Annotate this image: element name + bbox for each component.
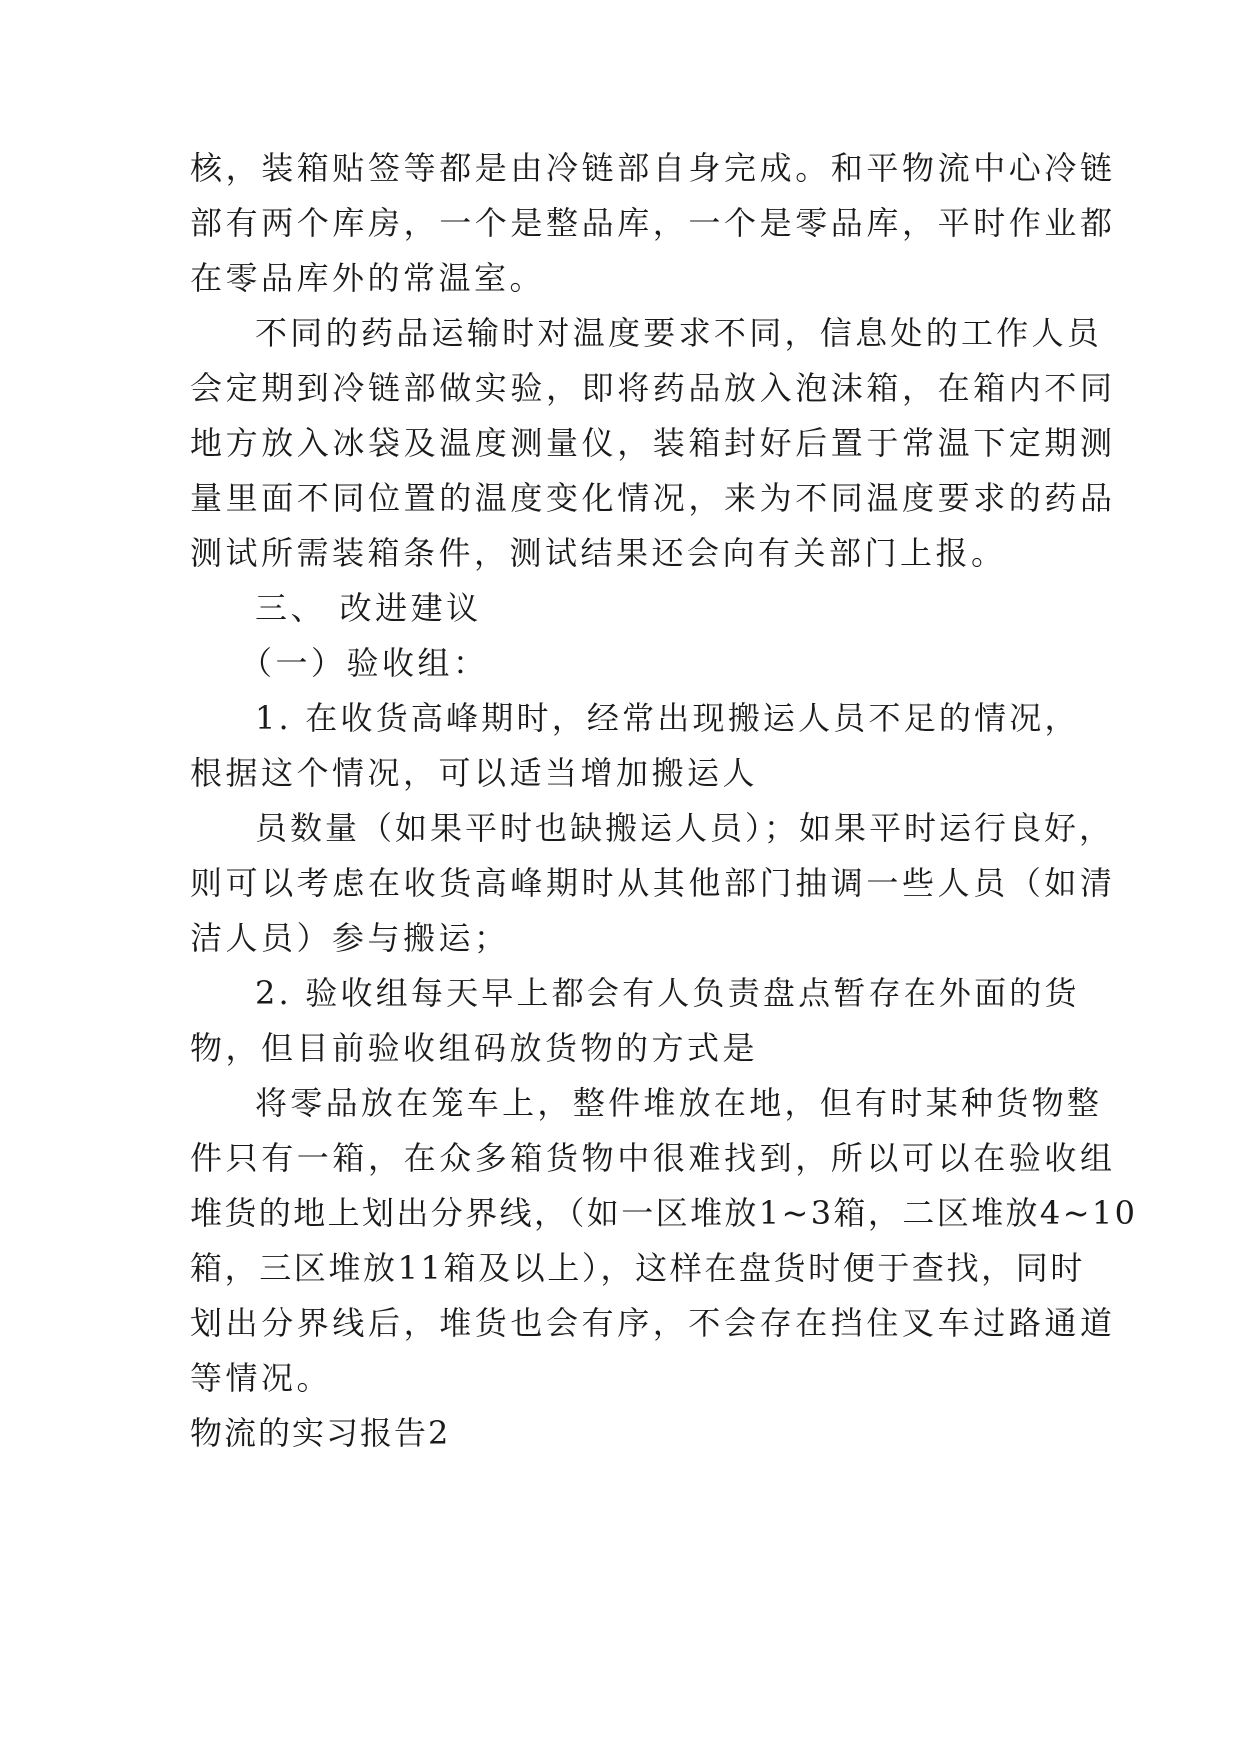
paragraph-line: 测试所需装箱条件，测试结果还会向有关部门上报。	[190, 534, 1007, 572]
paragraph-line: 堆货的地上划出分界线，（如一区堆放1~3箱，二区堆放4~10	[190, 1194, 1138, 1232]
paragraph-line: 不同的药品运输时对温度要求不同，信息处的工作人员	[255, 314, 1103, 352]
document-title: 物流的实习报告2	[190, 1414, 451, 1452]
paragraph-line: 1. 在收货高峰期时，经常出现搬运人员不足的情况，	[255, 699, 1080, 737]
paragraph-line: 根据这个情况，可以适当增加搬运人	[190, 754, 759, 792]
paragraph-line: 洁人员）参与搬运；	[190, 919, 510, 957]
subsection-heading: （一）验收组：	[240, 644, 489, 682]
paragraph-line: 量里面不同位置的温度变化情况，来为不同温度要求的药品	[190, 479, 1116, 517]
paragraph-line: 在零品库外的常温室。	[190, 259, 546, 297]
paragraph-line: 2. 验收组每天早上都会有人负责盘点暂存在外面的货	[255, 974, 1080, 1012]
paragraph-line: 核，装箱贴签等都是由冷链部自身完成。和平物流中心冷链	[190, 149, 1116, 187]
paragraph-line: 等情况。	[190, 1359, 333, 1397]
paragraph-line: 会定期到冷链部做实验，即将药品放入泡沫箱，在箱内不同	[190, 369, 1116, 407]
paragraph-line: 地方放入冰袋及温度测量仪，装箱封好后置于常温下定期测	[190, 424, 1116, 462]
paragraph-line: 员数量（如果平时也缺搬运人员）；如果平时运行良好，	[255, 809, 1115, 847]
paragraph-line: 将零品放在笼车上，整件堆放在地，但有时某种货物整	[255, 1084, 1103, 1122]
paragraph-line: 物，但目前验收组码放货物的方式是	[190, 1029, 759, 1067]
paragraph-line: 则可以考虑在收货高峰期时从其他部门抽调一些人员（如清	[190, 864, 1116, 902]
section-heading: 三、 改进建议	[255, 589, 482, 627]
paragraph-line: 划出分界线后，堆货也会有序，不会存在挡住叉车过路通道	[190, 1304, 1116, 1342]
paragraph-line: 箱，三区堆放11箱及以上），这样在盘货时便于查找，同时	[190, 1249, 1085, 1287]
paragraph-line: 部有两个库房，一个是整品库，一个是零品库，平时作业都	[190, 204, 1116, 242]
paragraph-line: 件只有一箱，在众多箱货物中很难找到，所以可以在验收组	[190, 1139, 1116, 1177]
